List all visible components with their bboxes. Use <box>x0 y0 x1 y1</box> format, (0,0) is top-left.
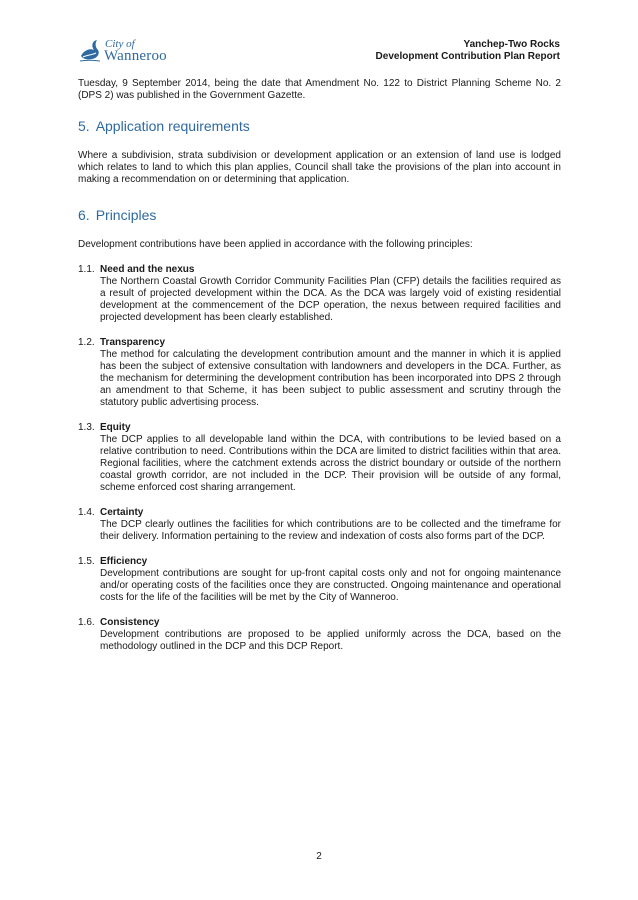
principle-item <box>78 556 561 604</box>
section-5-title: Application requirements <box>95 118 250 134</box>
principle-item <box>78 507 561 543</box>
section-6-heading <box>78 207 561 223</box>
swan-logo-icon <box>78 38 102 64</box>
principle-body: Development contributions are proposed to be applied uniformly across the DCA, based on the methodology outlined in the DCP and this DCP Report. <box>100 629 561 652</box>
principle-item <box>78 337 561 409</box>
principle-item <box>78 617 561 653</box>
logo-name-text: Wanneroo <box>104 48 167 64</box>
document-header <box>376 39 560 63</box>
document-body <box>78 78 561 666</box>
city-of-wanneroo-logo <box>78 38 188 66</box>
section-5-number: 5. <box>78 118 90 134</box>
principle-number: 1.2. <box>78 337 95 348</box>
principle-title: Equity <box>100 422 131 433</box>
logo-city-text: City of <box>105 38 135 50</box>
section-6-lead: Development contributions have been applied in accordance with the following principles: <box>78 239 473 250</box>
section-6-number: 6. <box>78 207 90 223</box>
principle-title: Certainty <box>100 507 144 518</box>
principle-body: The Northern Coastal Growth Corridor Community Facilities Plan (CFP) details the facilities required as a result of projected development within the DCA. As the DCA was largely void of existing residential development at the commencement of the DCP operation, the nexus between required facilities and projected development has been clearly established. <box>100 276 561 323</box>
principle-number: 1.4. <box>78 507 95 518</box>
principle-title: Need and the nexus <box>100 264 195 275</box>
principle-number: 1.6. <box>78 617 95 628</box>
principle-item <box>78 422 561 494</box>
principle-number: 1.5. <box>78 556 95 567</box>
principle-body: The DCP clearly outlines the facilities for which contributions are to be collected and the timeframe for their delivery. Information pertaining to the review and indexation of costs also forms part of the DCP. <box>100 519 561 542</box>
section-5-heading <box>78 118 561 134</box>
principle-title: Transparency <box>100 337 166 348</box>
header-title-line2: Development Contribution Plan Report <box>375 51 560 62</box>
principle-number: 1.3. <box>78 422 95 433</box>
principle-title: Consistency <box>100 617 160 628</box>
page-number: 2 <box>316 851 322 862</box>
section-5-body: Where a subdivision, strata subdivision or development application or an extension of land use is lodged which relates to land to which this plan applies, Council shall take the provisions of the plan into account in making a recommendation on or determining that application. <box>78 150 561 185</box>
section-6-title: Principles <box>95 207 157 223</box>
header-title-line1: Yanchep-Two Rocks <box>463 39 560 50</box>
principle-body: The method for calculating the development contribution amount and the manner in which it is applied has been the subject of extensive consultation with landowners and developers in the DCA. Further, as the mechanism for determining the development contribution has been incorporated into DPS 2 through an amendment to that Scheme, it has been subject to public assessment and scrutiny through the statutory public advertising process. <box>100 349 561 408</box>
intro-paragraph: Tuesday, 9 September 2014, being the date that Amendment No. 122 to District Planning Scheme No. 2 (DPS 2) was published in the Government Gazette. <box>78 78 561 101</box>
principle-item <box>78 264 561 324</box>
principle-body: Development contributions are sought for up-front capital costs only and not for ongoing maintenance and/or operating costs of the facilities once they are constructed. Ongoing maintenance and operational costs for the life of the facilities will be met by the City of Wanneroo. <box>100 568 561 603</box>
principle-number: 1.1. <box>78 264 95 275</box>
principle-body: The DCP applies to all developable land within the DCA, with contributions to be levied based on a relative contribution to need. Contributions within the DCA are limited to district facilities within that area. Regional facilities, where the catchment extends across the district boundary or outside of the northern coastal growth corridor, are not included in the DCP. Their provision will be outside of any formal, scheme enforced cost sharing arrangement. <box>100 434 561 493</box>
principle-title: Efficiency <box>100 556 148 567</box>
